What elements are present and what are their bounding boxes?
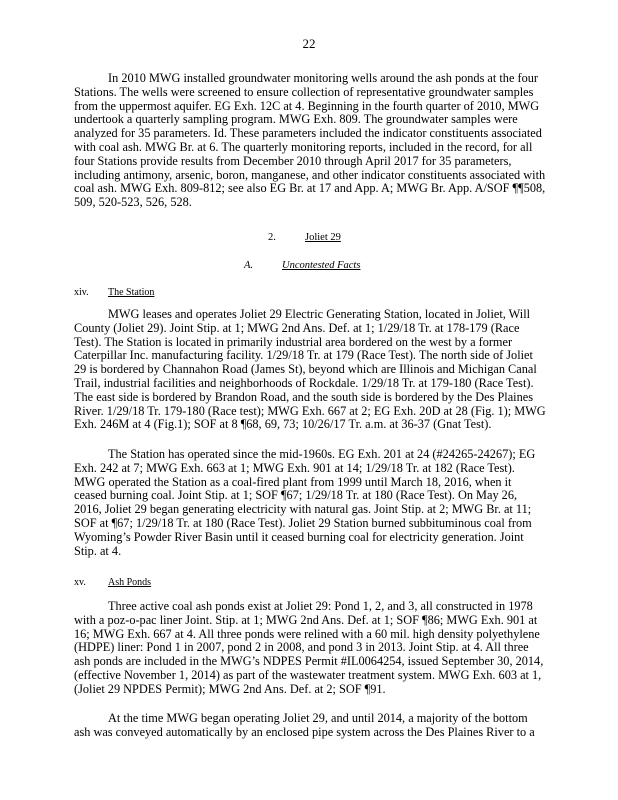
- heading-the-station: [74, 287, 374, 301]
- heading-the-station-number: xiv.: [74, 287, 89, 298]
- heading-ash-ponds-title: Ash Ponds: [108, 577, 152, 588]
- heading-the-station-title: The Station: [108, 287, 155, 298]
- paragraph-groundwater-monitoring: In 2010 MWG installed groundwater monitoring wells around the ash ponds at the four Stations. The wells were screened to ensure collection of representative groundwater samples from the uppermost aquifer. EG Exh. 12C at 4. Beginning in the fourth quarter of 2010, MWG undertook a quarterly sampling program. MWG Exh. 809. The groundwater samples were analyzed for 35 parameters. Id. These parameters included the indicator constituents associated with coal ash. MWG Br. at 6. The quarterly monitoring reports, included in the record, for all four Stations provide results from December 2010 through April 2017 for 35 parameters, including antimony, arsenic, boron, manganese, and other indicator constituents associated with coal ash. MWG Exh. 809-812; see also EG Br. at 17 and App. A; MWG Br. App. A/SOF ¶¶508, 509, 520-523, 526, 528.: [74, 71, 546, 210]
- section-number: 2.: [268, 232, 276, 243]
- subsection-title: Uncontested Facts: [282, 260, 361, 271]
- page-number: 22: [302, 36, 316, 51]
- paragraph-station-operation: The Station has operated since the mid-1960s. EG Exh. 201 at 24 (#24265-24267); EG Exh. 242 at 7; MWG Exh. 663 at 1; MWG Exh. 901 at 14; 1/29/18 Tr. at 182 (Race Test). MWG operated the Station as a coal-fired plant from 1999 until March 18, 2016, when it ceased burning coal. Joint Stip. at 1; SOF ¶67; 1/29/18 Tr. at 180 (Race Test). On May 26, 2016, Joliet 29 began generating electricity with natural gas. Joint Stip. at 2; MWG Br. at 11; SOF at ¶67; 1/29/18 Tr. at 180 (Race Test). Joliet 29 Station burned subbituminous coal from Wyoming’s Powder River Basin until it ceased burning coal for electricity generation. Joint Stip. at 4.: [74, 447, 536, 558]
- paragraph-ash-ponds: Three active coal ash ponds exist at Joliet 29: Pond 1, 2, and 3, all constructed in 1978 with a poz-o-pac liner Joint. Stip. at 1; MWG 2nd Ans. Def. at 1; SOF ¶86; MWG Exh. 901 at 16; MWG Exh. 667 at 4. All three ponds were relined with a 60 mil. high density polyethylene (HDPE) liner: Pond 1 in 2007, pond 2 in 2008, and pond 3 in 2013. Joint Stip. at 4. All three ash ponds are included in the MWG’s NDPES Permit #IL0064254, issued September 30, 2014, (effective November 1, 2014) as part of the wastewater treatment system. MWG Exh. 603 at 1, (Joliet 29 NPDES Permit); MWG 2nd Ans. Def. at 2; SOF ¶91.: [74, 599, 544, 696]
- paragraph-bottom-ash: At the time MWG began operating Joliet 29, and until 2014, a majority of the bottom ash was conveyed automatically by an enclosed pipe system across the Des Plaines River to a: [74, 711, 535, 739]
- section-title: Joliet 29: [305, 232, 341, 243]
- subsection-letter: A.: [244, 260, 254, 271]
- paragraph-the-station: MWG leases and operates Joliet 29 Electric Generating Station, located in Joliet, Will County (Joliet 29). Joint Stip. at 1; MWG 2nd Ans. Def. at 1; 1/29/18 Tr. at 178-179 (Race Test). The Station is located in primarily industrial area bordered on the west by a former Caterpillar Inc. manufacturing facility. 1/29/18 Tr. at 179 (Race Test). The north side of Joliet 29 is bordered by Channahon Road (James St), beyond which are Illinois and Michigan Canal Trail, industrial facilities and neighborhoods of Rockdale. 1/29/18 Tr. at 179-180 (Race Test). The east side is bordered by Brandon Road, and the south side is bordered by the Des Plaines River. 1/29/18 Tr. 179-180 (Race test); MWG Exh. 667 at 2; EG Exh. 20D at 28 (Fig. 1); MWG Exh. 246M at 4 (Fig.1); SOF at 8 ¶68, 69, 73; 10/26/17 Tr. a.m. at 36-37 (Gnat Test).: [74, 307, 546, 432]
- heading-ash-ponds-number: xv.: [74, 577, 86, 588]
- heading-ash-ponds: [74, 577, 374, 591]
